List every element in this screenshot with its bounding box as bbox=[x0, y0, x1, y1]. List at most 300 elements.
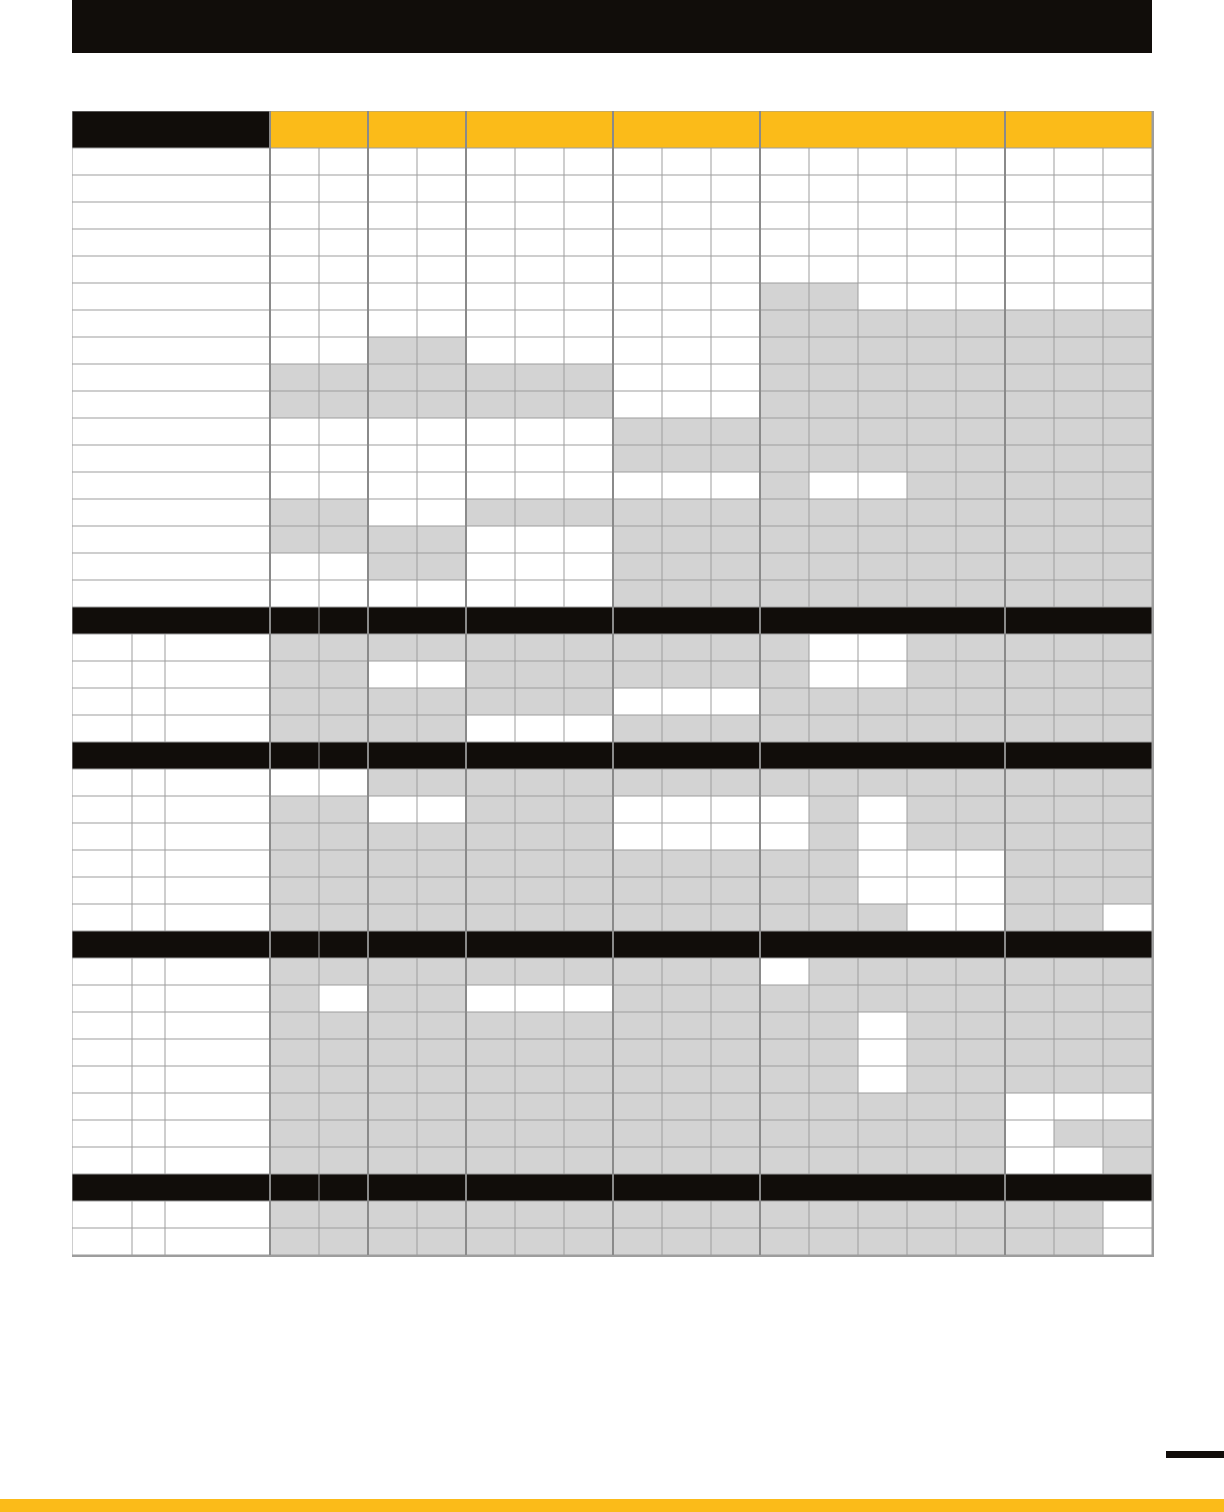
shaded-cell bbox=[858, 391, 907, 418]
shaded-cell bbox=[613, 580, 662, 607]
shaded-cell bbox=[907, 634, 956, 661]
shaded-cell bbox=[711, 850, 760, 877]
open-cell bbox=[1054, 1147, 1103, 1174]
shaded-cell bbox=[907, 418, 956, 445]
shaded-cell bbox=[956, 688, 1005, 715]
shaded-cell bbox=[1103, 526, 1152, 553]
shaded-cell bbox=[907, 526, 956, 553]
open-cell bbox=[760, 148, 809, 175]
shaded-cell bbox=[564, 1039, 613, 1066]
open-cell bbox=[564, 715, 613, 742]
open-cell bbox=[515, 553, 564, 580]
open-cell bbox=[515, 229, 564, 256]
section-header-band bbox=[319, 742, 1152, 769]
shaded-cell bbox=[1005, 769, 1054, 796]
shaded-cell bbox=[809, 580, 858, 607]
open-cell bbox=[368, 661, 417, 688]
shaded-cell bbox=[809, 1201, 858, 1228]
shaded-cell bbox=[417, 985, 466, 1012]
row-group-cell bbox=[72, 661, 132, 688]
open-cell bbox=[1103, 1201, 1152, 1228]
shaded-cell bbox=[368, 337, 417, 364]
shaded-cell bbox=[417, 364, 466, 391]
open-cell bbox=[564, 445, 613, 472]
shaded-cell bbox=[858, 769, 907, 796]
shaded-cell bbox=[956, 418, 1005, 445]
open-cell bbox=[809, 472, 858, 499]
row-code-cell bbox=[132, 1147, 165, 1174]
shaded-cell bbox=[1103, 715, 1152, 742]
footer-accent-band bbox=[0, 1499, 1224, 1512]
shaded-cell bbox=[1103, 688, 1152, 715]
open-cell bbox=[270, 148, 319, 175]
shaded-cell bbox=[956, 1066, 1005, 1093]
open-cell bbox=[417, 580, 466, 607]
shaded-cell bbox=[564, 1228, 613, 1255]
shaded-cell bbox=[319, 1066, 368, 1093]
open-cell bbox=[613, 283, 662, 310]
shaded-cell bbox=[319, 499, 368, 526]
open-cell bbox=[319, 985, 368, 1012]
shaded-cell bbox=[1054, 715, 1103, 742]
open-cell bbox=[466, 229, 515, 256]
open-cell bbox=[368, 418, 417, 445]
shaded-cell bbox=[809, 337, 858, 364]
open-cell bbox=[907, 229, 956, 256]
row-code-cell bbox=[132, 1066, 165, 1093]
shaded-cell bbox=[956, 553, 1005, 580]
shaded-cell bbox=[319, 904, 368, 931]
shaded-cell bbox=[809, 904, 858, 931]
open-cell bbox=[1103, 148, 1152, 175]
shaded-cell bbox=[1005, 1012, 1054, 1039]
shaded-cell bbox=[907, 661, 956, 688]
shaded-cell bbox=[564, 1066, 613, 1093]
shaded-cell bbox=[809, 445, 858, 472]
open-cell bbox=[858, 850, 907, 877]
shaded-cell bbox=[319, 823, 368, 850]
shaded-cell bbox=[1005, 499, 1054, 526]
open-cell bbox=[515, 148, 564, 175]
shaded-cell bbox=[1054, 418, 1103, 445]
shaded-cell bbox=[319, 688, 368, 715]
shaded-cell bbox=[515, 1120, 564, 1147]
shaded-cell bbox=[858, 310, 907, 337]
shaded-cell bbox=[466, 904, 515, 931]
shaded-cell bbox=[809, 688, 858, 715]
open-cell bbox=[270, 310, 319, 337]
shaded-cell bbox=[1005, 634, 1054, 661]
shaded-cell bbox=[662, 634, 711, 661]
shaded-cell bbox=[809, 823, 858, 850]
open-cell bbox=[613, 202, 662, 229]
shaded-cell bbox=[711, 526, 760, 553]
shaded-cell bbox=[760, 1228, 809, 1255]
open-cell bbox=[515, 202, 564, 229]
row-label-cell bbox=[165, 904, 270, 931]
shaded-cell bbox=[368, 1093, 417, 1120]
shaded-cell bbox=[1103, 850, 1152, 877]
shaded-cell bbox=[319, 364, 368, 391]
shaded-cell bbox=[564, 904, 613, 931]
shaded-cell bbox=[319, 661, 368, 688]
shaded-cell bbox=[1103, 445, 1152, 472]
shaded-cell bbox=[1103, 769, 1152, 796]
shaded-cell bbox=[368, 1147, 417, 1174]
shaded-cell bbox=[907, 553, 956, 580]
open-cell bbox=[662, 283, 711, 310]
section-header-cell bbox=[319, 931, 368, 958]
shaded-cell bbox=[368, 1201, 417, 1228]
open-cell bbox=[564, 283, 613, 310]
shaded-cell bbox=[319, 391, 368, 418]
section-header-label bbox=[72, 742, 319, 769]
shaded-cell bbox=[662, 1228, 711, 1255]
shaded-cell bbox=[564, 1120, 613, 1147]
row-code-cell bbox=[132, 634, 165, 661]
shaded-cell bbox=[368, 1012, 417, 1039]
open-cell bbox=[907, 877, 956, 904]
open-cell bbox=[417, 229, 466, 256]
shaded-cell bbox=[1005, 796, 1054, 823]
shaded-cell bbox=[809, 985, 858, 1012]
column-group-header bbox=[760, 111, 1005, 148]
shaded-cell bbox=[466, 1093, 515, 1120]
shaded-cell bbox=[809, 553, 858, 580]
shaded-cell bbox=[662, 904, 711, 931]
shaded-cell bbox=[711, 445, 760, 472]
section-header-cell bbox=[319, 607, 368, 634]
open-cell bbox=[466, 445, 515, 472]
shaded-cell bbox=[1005, 310, 1054, 337]
open-cell bbox=[564, 580, 613, 607]
shaded-cell bbox=[711, 580, 760, 607]
shaded-cell bbox=[270, 1066, 319, 1093]
open-cell bbox=[417, 175, 466, 202]
shaded-cell bbox=[564, 796, 613, 823]
open-cell bbox=[1103, 904, 1152, 931]
open-cell bbox=[711, 337, 760, 364]
open-cell bbox=[1054, 229, 1103, 256]
shaded-cell bbox=[319, 715, 368, 742]
open-cell bbox=[319, 418, 368, 445]
open-cell bbox=[368, 148, 417, 175]
open-cell bbox=[515, 472, 564, 499]
shaded-cell bbox=[809, 310, 858, 337]
open-cell bbox=[613, 796, 662, 823]
shaded-cell bbox=[907, 391, 956, 418]
shaded-cell bbox=[760, 445, 809, 472]
shaded-cell bbox=[1054, 1012, 1103, 1039]
row-label-cell bbox=[72, 445, 270, 472]
shaded-cell bbox=[907, 985, 956, 1012]
shaded-cell bbox=[368, 823, 417, 850]
shaded-cell bbox=[711, 715, 760, 742]
shaded-cell bbox=[515, 1147, 564, 1174]
open-cell bbox=[662, 688, 711, 715]
shaded-cell bbox=[466, 634, 515, 661]
shaded-cell bbox=[319, 958, 368, 985]
open-cell bbox=[368, 499, 417, 526]
shaded-cell bbox=[515, 823, 564, 850]
row-label-cell bbox=[72, 256, 270, 283]
open-cell bbox=[515, 985, 564, 1012]
shaded-cell bbox=[760, 877, 809, 904]
section-header-cell bbox=[270, 1174, 319, 1201]
open-cell bbox=[809, 256, 858, 283]
open-cell bbox=[711, 823, 760, 850]
shaded-cell bbox=[858, 958, 907, 985]
open-cell bbox=[1005, 256, 1054, 283]
shaded-cell bbox=[809, 1147, 858, 1174]
shaded-cell bbox=[809, 1093, 858, 1120]
shaded-cell bbox=[466, 391, 515, 418]
shaded-cell bbox=[1103, 823, 1152, 850]
shaded-cell bbox=[613, 418, 662, 445]
shaded-cell bbox=[417, 904, 466, 931]
open-cell bbox=[319, 445, 368, 472]
shaded-cell bbox=[662, 1012, 711, 1039]
shaded-cell bbox=[319, 1147, 368, 1174]
column-group-header bbox=[1005, 111, 1152, 148]
shaded-cell bbox=[956, 1093, 1005, 1120]
open-cell bbox=[760, 823, 809, 850]
shaded-cell bbox=[662, 580, 711, 607]
shaded-cell bbox=[270, 904, 319, 931]
open-cell bbox=[319, 283, 368, 310]
shaded-cell bbox=[858, 580, 907, 607]
shaded-cell bbox=[956, 715, 1005, 742]
open-cell bbox=[515, 445, 564, 472]
shaded-cell bbox=[760, 553, 809, 580]
row-label-cell bbox=[72, 148, 270, 175]
shaded-cell bbox=[417, 634, 466, 661]
open-cell bbox=[613, 391, 662, 418]
shaded-cell bbox=[760, 661, 809, 688]
shaded-cell bbox=[1005, 715, 1054, 742]
shaded-cell bbox=[1005, 580, 1054, 607]
row-group-cell bbox=[72, 904, 132, 931]
shaded-cell bbox=[760, 1012, 809, 1039]
shaded-cell bbox=[809, 796, 858, 823]
row-label-cell bbox=[72, 364, 270, 391]
row-label-cell bbox=[72, 391, 270, 418]
shaded-cell bbox=[760, 634, 809, 661]
open-cell bbox=[858, 202, 907, 229]
shaded-cell bbox=[466, 877, 515, 904]
open-cell bbox=[466, 526, 515, 553]
shaded-cell bbox=[368, 904, 417, 931]
open-cell bbox=[515, 526, 564, 553]
shaded-cell bbox=[858, 1093, 907, 1120]
open-cell bbox=[368, 256, 417, 283]
open-cell bbox=[711, 391, 760, 418]
document-title-bar bbox=[72, 0, 1152, 53]
open-cell bbox=[956, 175, 1005, 202]
shaded-cell bbox=[319, 526, 368, 553]
shaded-cell bbox=[270, 1201, 319, 1228]
open-cell bbox=[270, 256, 319, 283]
shaded-cell bbox=[319, 1093, 368, 1120]
open-cell bbox=[662, 796, 711, 823]
open-cell bbox=[319, 256, 368, 283]
shaded-cell bbox=[1054, 877, 1103, 904]
shaded-cell bbox=[417, 553, 466, 580]
row-group-cell bbox=[72, 1147, 132, 1174]
shaded-cell bbox=[711, 634, 760, 661]
open-cell bbox=[270, 418, 319, 445]
shaded-cell bbox=[270, 796, 319, 823]
open-cell bbox=[319, 175, 368, 202]
shaded-cell bbox=[662, 445, 711, 472]
shaded-cell bbox=[858, 688, 907, 715]
shaded-cell bbox=[858, 364, 907, 391]
shaded-cell bbox=[1005, 364, 1054, 391]
row-code-cell bbox=[132, 688, 165, 715]
open-cell bbox=[270, 553, 319, 580]
shaded-cell bbox=[1005, 391, 1054, 418]
shaded-cell bbox=[368, 850, 417, 877]
open-cell bbox=[1005, 148, 1054, 175]
shaded-cell bbox=[417, 850, 466, 877]
open-cell bbox=[1103, 202, 1152, 229]
row-code-cell bbox=[132, 1201, 165, 1228]
open-cell bbox=[417, 310, 466, 337]
open-cell bbox=[368, 283, 417, 310]
shaded-cell bbox=[368, 769, 417, 796]
open-cell bbox=[270, 769, 319, 796]
open-cell bbox=[809, 202, 858, 229]
shaded-cell bbox=[662, 769, 711, 796]
shaded-cell bbox=[613, 1012, 662, 1039]
row-group-cell bbox=[72, 958, 132, 985]
shaded-cell bbox=[956, 1120, 1005, 1147]
open-cell bbox=[613, 310, 662, 337]
shaded-cell bbox=[564, 661, 613, 688]
shaded-cell bbox=[564, 1147, 613, 1174]
open-cell bbox=[711, 175, 760, 202]
shaded-cell bbox=[1054, 661, 1103, 688]
shaded-cell bbox=[1103, 1147, 1152, 1174]
shaded-cell bbox=[613, 445, 662, 472]
row-group-cell bbox=[72, 985, 132, 1012]
open-cell bbox=[662, 364, 711, 391]
shaded-cell bbox=[711, 958, 760, 985]
open-cell bbox=[711, 283, 760, 310]
row-code-cell bbox=[132, 985, 165, 1012]
row-label-cell bbox=[165, 634, 270, 661]
shaded-cell bbox=[368, 364, 417, 391]
shaded-cell bbox=[515, 796, 564, 823]
open-cell bbox=[858, 148, 907, 175]
shaded-cell bbox=[956, 364, 1005, 391]
open-cell bbox=[515, 418, 564, 445]
open-cell bbox=[368, 310, 417, 337]
open-cell bbox=[319, 472, 368, 499]
open-cell bbox=[1054, 256, 1103, 283]
open-cell bbox=[417, 499, 466, 526]
shaded-cell bbox=[956, 769, 1005, 796]
shaded-cell bbox=[1103, 553, 1152, 580]
open-cell bbox=[907, 904, 956, 931]
open-cell bbox=[368, 796, 417, 823]
shaded-cell bbox=[662, 1201, 711, 1228]
shaded-cell bbox=[466, 1039, 515, 1066]
shaded-cell bbox=[613, 661, 662, 688]
shaded-cell bbox=[907, 1147, 956, 1174]
shaded-cell bbox=[907, 1039, 956, 1066]
shaded-cell bbox=[1005, 823, 1054, 850]
shaded-cell bbox=[662, 985, 711, 1012]
open-cell bbox=[1005, 1147, 1054, 1174]
shaded-cell bbox=[711, 1201, 760, 1228]
shaded-cell bbox=[368, 391, 417, 418]
open-cell bbox=[858, 283, 907, 310]
shaded-cell bbox=[760, 1093, 809, 1120]
shaded-cell bbox=[907, 796, 956, 823]
open-cell bbox=[711, 148, 760, 175]
shaded-cell bbox=[956, 958, 1005, 985]
header-corner-cell bbox=[72, 111, 270, 148]
open-cell bbox=[417, 202, 466, 229]
shaded-cell bbox=[564, 391, 613, 418]
row-code-cell bbox=[132, 877, 165, 904]
shaded-cell bbox=[907, 688, 956, 715]
compatibility-table bbox=[72, 111, 1154, 1257]
open-cell bbox=[907, 256, 956, 283]
open-cell bbox=[417, 418, 466, 445]
shaded-cell bbox=[613, 1120, 662, 1147]
shaded-cell bbox=[515, 877, 564, 904]
shaded-cell bbox=[270, 526, 319, 553]
open-cell bbox=[711, 256, 760, 283]
shaded-cell bbox=[662, 1066, 711, 1093]
shaded-cell bbox=[760, 1147, 809, 1174]
shaded-cell bbox=[760, 526, 809, 553]
shaded-cell bbox=[417, 391, 466, 418]
shaded-cell bbox=[907, 823, 956, 850]
shaded-cell bbox=[809, 769, 858, 796]
open-cell bbox=[956, 256, 1005, 283]
open-cell bbox=[711, 229, 760, 256]
shaded-cell bbox=[564, 850, 613, 877]
open-cell bbox=[417, 283, 466, 310]
shaded-cell bbox=[760, 310, 809, 337]
shaded-cell bbox=[417, 877, 466, 904]
row-label-cell bbox=[72, 472, 270, 499]
shaded-cell bbox=[662, 553, 711, 580]
open-cell bbox=[956, 202, 1005, 229]
shaded-cell bbox=[270, 985, 319, 1012]
shaded-cell bbox=[368, 877, 417, 904]
shaded-cell bbox=[1054, 904, 1103, 931]
shaded-cell bbox=[956, 1012, 1005, 1039]
shaded-cell bbox=[613, 1228, 662, 1255]
row-label-cell bbox=[165, 850, 270, 877]
shaded-cell bbox=[711, 1066, 760, 1093]
shaded-cell bbox=[858, 1228, 907, 1255]
shaded-cell bbox=[1054, 1039, 1103, 1066]
shaded-cell bbox=[515, 634, 564, 661]
shaded-cell bbox=[515, 391, 564, 418]
open-cell bbox=[319, 337, 368, 364]
shaded-cell bbox=[1054, 337, 1103, 364]
shaded-cell bbox=[858, 904, 907, 931]
shaded-cell bbox=[417, 1120, 466, 1147]
shaded-cell bbox=[760, 337, 809, 364]
open-cell bbox=[760, 175, 809, 202]
column-group-header bbox=[270, 111, 368, 148]
